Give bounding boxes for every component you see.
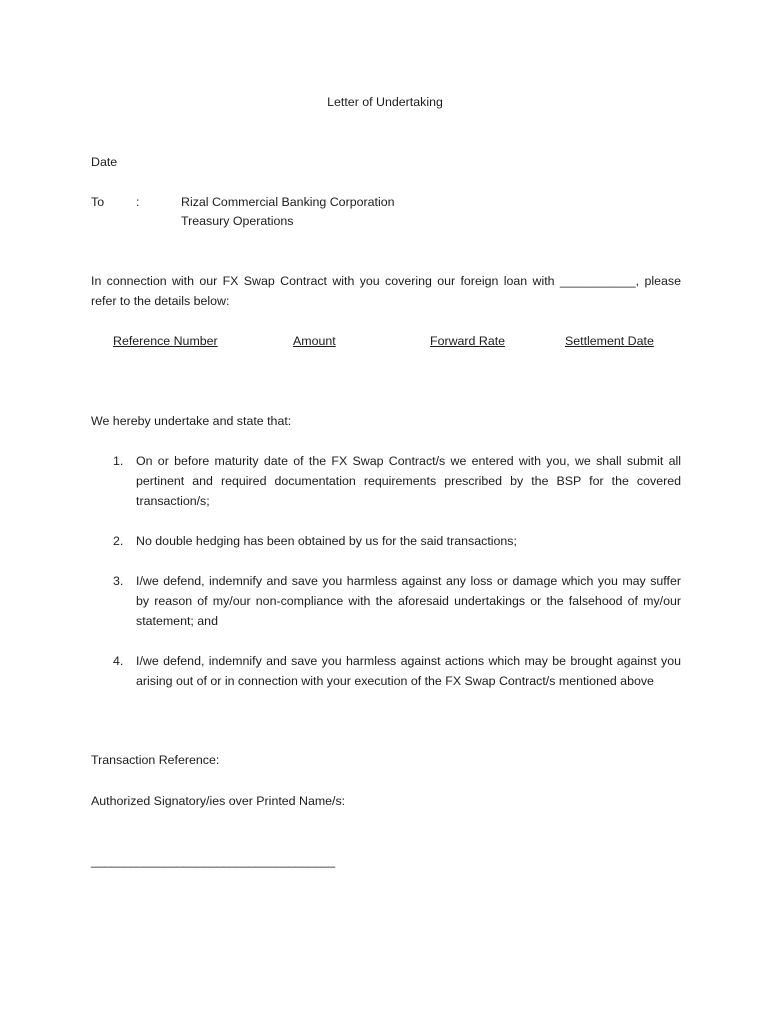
header-reference-number: Reference Number: [113, 334, 218, 348]
to-label: To: [91, 195, 105, 209]
list-item-number: 1.: [113, 454, 124, 468]
to-colon: :: [136, 195, 140, 209]
list-item-number: 2.: [113, 534, 124, 548]
date-label: Date: [91, 155, 118, 169]
intro-paragraph: In connection with our FX Swap Contract with you covering our foreign loan with ___________, please refer to the details below:: [91, 274, 681, 308]
header-amount: Amount: [293, 334, 336, 348]
list-item-text: I/we defend, indemnify and save you harmless against actions which may be brought against you arising out of or in connection with your execution of the FX Swap Contract/s mentioned above: [136, 654, 681, 688]
list-item-number: 3.: [113, 574, 124, 588]
list-item-text: On or before maturity date of the FX Swap Contract/s we entered with you, we shall submit all pertinent and required documentation requirements prescribed by the BSP for the covered transaction/s;: [136, 454, 681, 508]
header-forward-rate: Forward Rate: [430, 334, 506, 348]
undertake-intro: We hereby undertake and state that:: [91, 414, 292, 428]
list-item-text: No double hedging has been obtained by us for the said transactions;: [136, 534, 517, 548]
list-item-number: 4.: [113, 654, 124, 668]
recipient-department: Treasury Operations: [181, 214, 294, 228]
document-title: Letter of Undertaking: [327, 95, 443, 109]
transaction-reference-label: Transaction Reference:: [91, 753, 220, 767]
header-settlement-date: Settlement Date: [565, 334, 654, 348]
recipient-name: Rizal Commercial Banking Corporation: [181, 195, 395, 209]
signature-line: _____________________________________: [91, 854, 335, 868]
list-item-text: I/we defend, indemnify and save you harmless against any loss or damage which you may suffer by reason of my/our non-compliance with the aforesaid undertakings or the falsehood of my/our statement; and: [136, 574, 681, 628]
signatory-label: Authorized Signatory/ies over Printed Name/s:: [91, 794, 346, 808]
